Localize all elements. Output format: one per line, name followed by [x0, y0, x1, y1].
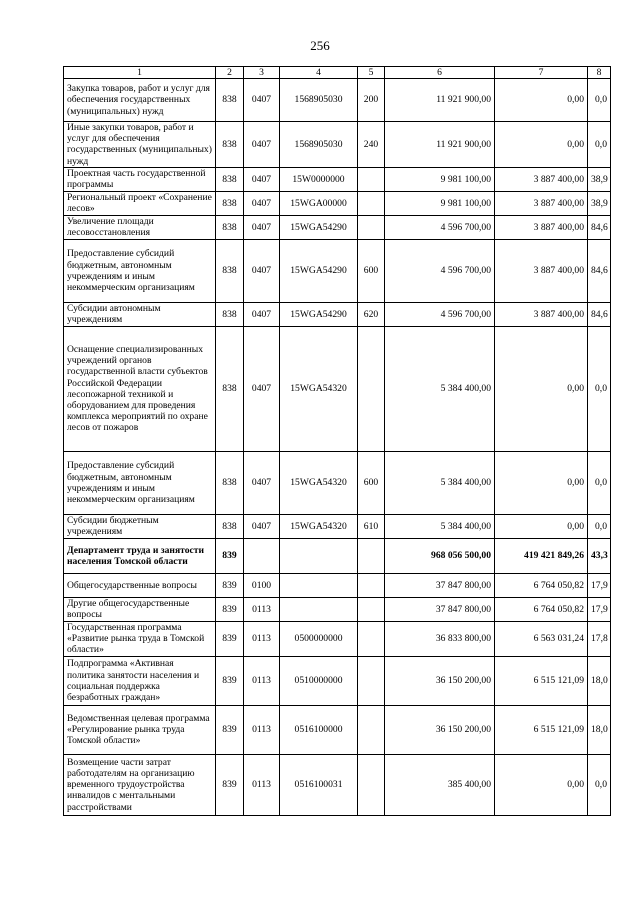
budget-table	[63, 66, 611, 816]
row-percent: 84,6	[588, 302, 611, 326]
row-expense-type	[358, 621, 385, 656]
row-name: Предоставление субсидий бюджетным, автономным учреждениям и иным некоммерческим организациям	[64, 239, 216, 302]
row-expense-type	[358, 573, 385, 597]
row-percent: 0,0	[588, 451, 611, 514]
row-plan-amount: 4 596 700,00	[385, 215, 495, 239]
row-target-article: 1568905030	[280, 122, 358, 168]
row-percent: 17,9	[588, 597, 611, 621]
row-plan-amount: 5 384 400,00	[385, 326, 495, 451]
row-expense-type	[358, 215, 385, 239]
table-row	[64, 215, 611, 239]
row-section: 0407	[244, 167, 280, 191]
row-plan-amount: 11 921 900,00	[385, 122, 495, 168]
row-grbs: 838	[216, 239, 244, 302]
header-col-5: 5	[358, 67, 385, 79]
row-plan-amount: 385 400,00	[385, 754, 495, 815]
row-section: 0407	[244, 302, 280, 326]
header-col-4: 4	[280, 67, 358, 79]
row-name: Предоставление субсидий бюджетным, автономным учреждениям и иным некоммерческим организациям	[64, 451, 216, 514]
row-name: Проектная часть государственной программы	[64, 167, 216, 191]
row-name: Субсидии бюджетным учреждениям	[64, 514, 216, 538]
row-fact-amount: 0,00	[495, 514, 588, 538]
table-body	[64, 79, 611, 816]
row-grbs: 839	[216, 705, 244, 754]
row-plan-amount: 9 981 100,00	[385, 167, 495, 191]
row-fact-amount: 0,00	[495, 754, 588, 815]
row-target-article: 0516100031	[280, 754, 358, 815]
row-grbs: 839	[216, 621, 244, 656]
table-row	[64, 451, 611, 514]
row-expense-type: 600	[358, 451, 385, 514]
row-target-article: 15WGA00000	[280, 191, 358, 215]
row-target-article: 15WGA54290	[280, 239, 358, 302]
row-plan-amount: 5 384 400,00	[385, 514, 495, 538]
row-section: 0113	[244, 656, 280, 705]
row-plan-amount: 36 150 200,00	[385, 656, 495, 705]
row-target-article: 0516100000	[280, 705, 358, 754]
row-plan-amount: 4 596 700,00	[385, 302, 495, 326]
row-target-article: 15WGA54290	[280, 215, 358, 239]
row-target-article: 15WGA54320	[280, 451, 358, 514]
row-expense-type	[358, 656, 385, 705]
row-expense-type: 240	[358, 122, 385, 168]
row-fact-amount: 0,00	[495, 122, 588, 168]
row-percent: 0,0	[588, 326, 611, 451]
row-fact-amount: 3 887 400,00	[495, 302, 588, 326]
row-name: Другие общегосударственные вопросы	[64, 597, 216, 621]
row-expense-type	[358, 326, 385, 451]
row-grbs: 839	[216, 754, 244, 815]
header-col-3: 3	[244, 67, 280, 79]
row-target-article	[280, 597, 358, 621]
table-row	[64, 302, 611, 326]
row-percent: 84,6	[588, 215, 611, 239]
row-fact-amount: 0,00	[495, 79, 588, 122]
row-percent: 0,0	[588, 514, 611, 538]
table-row	[64, 597, 611, 621]
row-fact-amount: 3 887 400,00	[495, 167, 588, 191]
row-grbs: 838	[216, 326, 244, 451]
row-fact-amount: 6 515 121,09	[495, 705, 588, 754]
row-plan-amount: 968 056 500,00	[385, 538, 495, 573]
row-name: Иные закупки товаров, работ и услуг для обеспечения государственных (муниципальных) нужд	[64, 122, 216, 168]
row-fact-amount: 3 887 400,00	[495, 239, 588, 302]
row-plan-amount: 5 384 400,00	[385, 451, 495, 514]
row-fact-amount: 3 887 400,00	[495, 191, 588, 215]
table-row	[64, 191, 611, 215]
row-name: Департамент труда и занятости населения Томской области	[64, 538, 216, 573]
row-percent: 43,3	[588, 538, 611, 573]
row-percent: 18,0	[588, 705, 611, 754]
row-percent: 17,8	[588, 621, 611, 656]
table-row	[64, 754, 611, 815]
row-section: 0407	[244, 191, 280, 215]
row-plan-amount: 4 596 700,00	[385, 239, 495, 302]
row-plan-amount: 36 150 200,00	[385, 705, 495, 754]
row-expense-type: 600	[358, 239, 385, 302]
row-percent: 17,9	[588, 573, 611, 597]
row-expense-type: 610	[358, 514, 385, 538]
table-row	[64, 167, 611, 191]
row-section: 0407	[244, 122, 280, 168]
row-grbs: 839	[216, 597, 244, 621]
row-expense-type	[358, 538, 385, 573]
row-target-article: 15WGA54290	[280, 302, 358, 326]
row-target-article: 15WGA54320	[280, 326, 358, 451]
header-col-7: 7	[495, 67, 588, 79]
row-percent: 38,9	[588, 167, 611, 191]
row-grbs: 838	[216, 302, 244, 326]
row-fact-amount: 6 764 050,82	[495, 597, 588, 621]
row-percent: 84,6	[588, 239, 611, 302]
row-percent: 0,0	[588, 122, 611, 168]
row-fact-amount: 0,00	[495, 451, 588, 514]
row-name: Государственная программа «Развитие рынка труда в Томской области»	[64, 621, 216, 656]
row-fact-amount: 6 764 050,82	[495, 573, 588, 597]
table-row	[64, 705, 611, 754]
row-target-article: 0510000000	[280, 656, 358, 705]
row-grbs: 839	[216, 573, 244, 597]
row-name: Субсидии автономным учреждениям	[64, 302, 216, 326]
row-plan-amount: 11 921 900,00	[385, 79, 495, 122]
row-target-article: 0500000000	[280, 621, 358, 656]
row-expense-type	[358, 191, 385, 215]
row-percent: 0,0	[588, 754, 611, 815]
row-section: 0113	[244, 621, 280, 656]
row-grbs: 838	[216, 514, 244, 538]
row-expense-type	[358, 754, 385, 815]
row-target-article	[280, 573, 358, 597]
row-fact-amount: 419 421 849,26	[495, 538, 588, 573]
row-grbs: 838	[216, 215, 244, 239]
header-row	[64, 67, 611, 79]
row-fact-amount: 6 515 121,09	[495, 656, 588, 705]
row-expense-type	[358, 705, 385, 754]
table-row	[64, 79, 611, 122]
row-name: Региональный проект «Сохранение лесов»	[64, 191, 216, 215]
row-percent: 0,0	[588, 79, 611, 122]
row-target-article: 15WGA54320	[280, 514, 358, 538]
row-section: 0113	[244, 705, 280, 754]
table-row	[64, 122, 611, 168]
row-section: 0407	[244, 239, 280, 302]
row-section: 0407	[244, 79, 280, 122]
row-target-article: 15W0000000	[280, 167, 358, 191]
row-section: 0113	[244, 597, 280, 621]
table-row	[64, 621, 611, 656]
row-section	[244, 538, 280, 573]
header-col-2: 2	[216, 67, 244, 79]
row-name: Возмещение части затрат работодателям на организацию временного трудоустройства инвалидов с ментальными расстройствами	[64, 754, 216, 815]
row-name: Оснащение специализированных учреждений органов государственной власти субъектов Российской Федерации лесопожарной техникой и оборудованием для проведения комплекса мероприятий по охране лесов от пожаров	[64, 326, 216, 451]
table-row	[64, 326, 611, 451]
row-fact-amount: 6 563 031,24	[495, 621, 588, 656]
row-name: Общегосударственные вопросы	[64, 573, 216, 597]
row-section: 0407	[244, 326, 280, 451]
row-fact-amount: 3 887 400,00	[495, 215, 588, 239]
row-name: Увеличение площади лесовосстановления	[64, 215, 216, 239]
row-plan-amount: 9 981 100,00	[385, 191, 495, 215]
row-grbs: 838	[216, 79, 244, 122]
row-grbs: 838	[216, 167, 244, 191]
row-section: 0113	[244, 754, 280, 815]
row-name: Ведомственная целевая программа «Регулирование рынка труда Томской области»	[64, 705, 216, 754]
row-section: 0407	[244, 215, 280, 239]
table-row	[64, 514, 611, 538]
row-grbs: 838	[216, 451, 244, 514]
row-plan-amount: 37 847 800,00	[385, 573, 495, 597]
row-percent: 18,0	[588, 656, 611, 705]
row-target-article	[280, 538, 358, 573]
header-col-1: 1	[64, 67, 216, 79]
row-expense-type	[358, 597, 385, 621]
row-name: Подпрограмма «Активная политика занятости населения и социальная поддержка безработных граждан»	[64, 656, 216, 705]
row-section: 0407	[244, 514, 280, 538]
row-grbs: 838	[216, 122, 244, 168]
row-target-article: 1568905030	[280, 79, 358, 122]
row-grbs: 839	[216, 656, 244, 705]
row-plan-amount: 36 833 800,00	[385, 621, 495, 656]
page-number: 256	[310, 38, 330, 53]
row-fact-amount: 0,00	[495, 326, 588, 451]
row-expense-type: 200	[358, 79, 385, 122]
table-row	[64, 538, 611, 573]
row-grbs: 838	[216, 191, 244, 215]
row-name: Закупка товаров, работ и услуг для обеспечения государственных (муниципальных) нужд	[64, 79, 216, 122]
table-row	[64, 239, 611, 302]
header-col-8: 8	[588, 67, 611, 79]
row-grbs: 839	[216, 538, 244, 573]
header-col-6: 6	[385, 67, 495, 79]
table-row	[64, 656, 611, 705]
row-section: 0407	[244, 451, 280, 514]
row-section: 0100	[244, 573, 280, 597]
row-percent: 38,9	[588, 191, 611, 215]
row-expense-type: 620	[358, 302, 385, 326]
table-row	[64, 573, 611, 597]
row-expense-type	[358, 167, 385, 191]
row-plan-amount: 37 847 800,00	[385, 597, 495, 621]
